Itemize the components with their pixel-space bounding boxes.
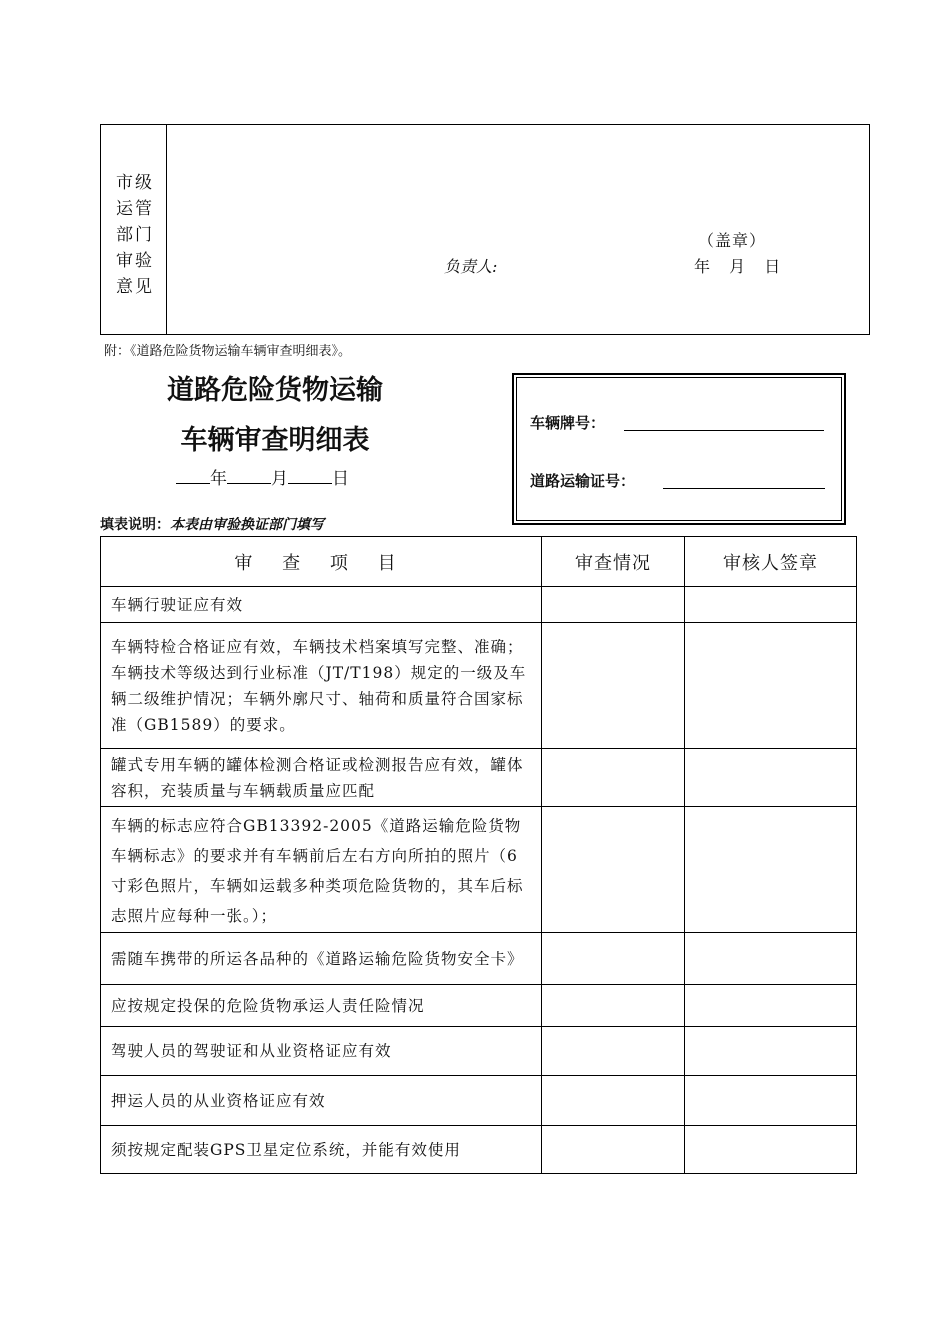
review-status-cell[interactable]: [542, 807, 685, 933]
form-date-day: 日: [332, 469, 349, 489]
opinion-date-day: 日: [764, 257, 781, 276]
opinion-divider: [166, 124, 167, 335]
review-item-cell: 车辆特检合格证应有效，车辆技术档案填写完整、准确；车辆技术等级达到行业标准（JT/T198）规定的一级及车辆二级维护情况；车辆外廓尺寸、轴荷和质量符合国家标准（GB1589）的要求。: [101, 623, 542, 749]
review-status-cell[interactable]: [542, 587, 685, 623]
table-row: [101, 1076, 857, 1126]
table-row: [101, 985, 857, 1027]
review-item-cell: 罐式专用车辆的罐体检测合格证或检测报告应有效，罐体容积，充装质量与车辆载质量应匹配: [101, 749, 542, 807]
plate-number-field[interactable]: [624, 430, 824, 431]
review-status-cell[interactable]: [542, 1027, 685, 1076]
table-row: [101, 623, 857, 749]
table-row: [101, 1126, 857, 1174]
review-item-cell: 驾驶人员的驾驶证和从业资格证应有效: [101, 1027, 542, 1076]
table-row: [101, 933, 857, 985]
review-item-cell: 需随车携带的所运各品种的《道路运输危险货物安全卡》: [101, 933, 542, 985]
review-status-cell[interactable]: [542, 985, 685, 1027]
table-row: [101, 1027, 857, 1076]
review-item-cell: 应按规定投保的危险货物承运人责任险情况: [101, 985, 542, 1027]
opinion-label-line: 市级: [116, 173, 154, 193]
reviewer-signature-cell[interactable]: [685, 1027, 857, 1076]
fill-note-label: 填表说明：: [100, 517, 170, 533]
form-date-month: 月: [271, 469, 288, 489]
opinion-date-month: 月: [729, 257, 746, 276]
reviewer-signature-cell[interactable]: [685, 807, 857, 933]
review-status-cell[interactable]: [542, 933, 685, 985]
opinion-label-line: 运管: [116, 199, 154, 219]
opinion-label: [110, 170, 160, 300]
opinion-label-line: 审验: [116, 251, 154, 271]
review-item-cell: 车辆的标志应符合GB13392-2005《道路运输危险货物车辆标志》的要求并有车辆前后左右方向所拍的照片（6寸彩色照片，车辆如运载多种类项危险货物的，其车后标志照片应每种一张。）；: [101, 807, 542, 933]
form-title-line1: 道路危险货物运输: [167, 375, 383, 406]
review-item-cell: 须按规定配装GPS卫星定位系统，并能有效使用: [101, 1126, 542, 1174]
review-item-cell: 车辆行驶证应有效: [101, 587, 542, 623]
form-title-line2: 车辆审查明细表: [180, 425, 370, 456]
vehicle-info-inner-border: [516, 377, 842, 521]
stamp-text: （盖章）: [698, 231, 767, 250]
review-item-cell: 押运人员的从业资格证应有效: [101, 1076, 542, 1126]
review-status-cell[interactable]: [542, 1126, 685, 1174]
form-date-line: [176, 464, 349, 489]
review-status-cell[interactable]: [542, 1076, 685, 1126]
reviewer-signature-cell[interactable]: [685, 933, 857, 985]
review-status-cell[interactable]: [542, 749, 685, 807]
reviewer-signature-cell[interactable]: [685, 587, 857, 623]
month-blank[interactable]: [227, 467, 271, 484]
road-cert-label: 道路运输证号：: [530, 472, 636, 490]
review-status-cell[interactable]: [542, 623, 685, 749]
opinion-date-year: 年: [694, 257, 711, 276]
table-row: [101, 807, 857, 933]
reviewer-signature-cell[interactable]: [685, 749, 857, 807]
responsible-label: 负责人:: [444, 257, 498, 276]
opinion-label-line: 部门: [116, 225, 154, 245]
plate-label: 车辆牌号：: [530, 414, 606, 432]
year-blank[interactable]: [176, 467, 210, 484]
header-review-status: 审查情况: [542, 537, 685, 587]
attachment-note: 附：《道路危险货物运输车辆审查明细表》。: [104, 344, 352, 359]
reviewer-signature-cell[interactable]: [685, 623, 857, 749]
header-review-item: 审 查 项 目: [101, 537, 542, 587]
header-reviewer-signature: 审核人签章: [685, 537, 857, 587]
reviewer-signature-cell[interactable]: [685, 985, 857, 1027]
review-table: [100, 536, 857, 1174]
opinion-date: [694, 254, 780, 277]
fill-note: [100, 514, 324, 534]
day-blank[interactable]: [288, 467, 332, 484]
reviewer-signature-cell[interactable]: [685, 1076, 857, 1126]
table-row: [101, 587, 857, 623]
opinion-label-line: 意见: [116, 277, 154, 297]
form-date-year: 年: [210, 469, 227, 489]
table-header-row: [101, 537, 857, 587]
reviewer-signature-cell[interactable]: [685, 1126, 857, 1174]
road-cert-field[interactable]: [663, 488, 825, 489]
fill-note-text: 本表由审验换证部门填写: [170, 517, 324, 533]
table-row: [101, 749, 857, 807]
